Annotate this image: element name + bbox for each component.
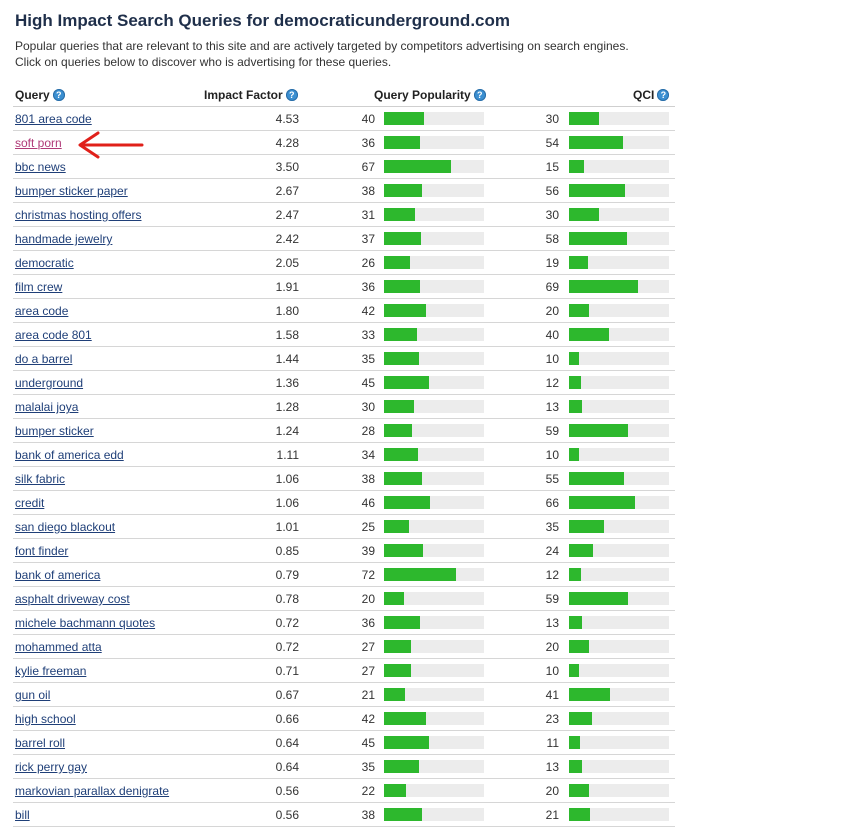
popularity-bar-fill (384, 232, 421, 245)
table-row (13, 179, 675, 203)
popularity-value: 36 (361, 616, 375, 630)
popularity-bar-fill (384, 544, 423, 557)
popularity-bar-fill (384, 136, 420, 149)
qci-bar-fill (569, 184, 625, 197)
popularity-value: 38 (361, 472, 375, 486)
popularity-value: 39 (361, 544, 375, 558)
qci-bar-fill (569, 496, 635, 509)
popularity-bar (384, 136, 484, 149)
qci-bar-fill (569, 688, 610, 701)
table-row (13, 371, 675, 395)
query-link[interactable]: film crew (15, 280, 63, 294)
qci-value: 35 (545, 520, 559, 534)
page-description (15, 38, 629, 70)
table-row (13, 779, 675, 803)
popularity-bar (384, 400, 484, 413)
query-link[interactable]: handmade jewelry (15, 232, 113, 246)
qci-bar (569, 400, 669, 413)
popularity-bar-fill (384, 328, 417, 341)
table-row (13, 107, 675, 131)
popularity-bar-fill (384, 616, 420, 629)
popularity-bar-fill (384, 520, 409, 533)
query-link[interactable]: democratic (15, 256, 74, 270)
qci-value: 19 (545, 256, 559, 270)
qci-bar (569, 664, 669, 677)
table-row (13, 203, 675, 227)
qci-bar-fill (569, 712, 592, 725)
popularity-bar-fill (384, 496, 430, 509)
popularity-value: 42 (361, 712, 375, 726)
popularity-bar (384, 712, 484, 725)
impact-factor-value: 0.64 (275, 736, 299, 750)
table-row (13, 611, 675, 635)
qci-bar-fill (569, 808, 590, 821)
popularity-value: 31 (361, 208, 375, 222)
qci-bar-fill (569, 400, 582, 413)
query-link[interactable]: mohammed atta (15, 640, 102, 654)
qci-bar (569, 232, 669, 245)
table-body (13, 107, 675, 827)
qci-bar (569, 760, 669, 773)
popularity-value: 42 (361, 304, 375, 318)
column-header-popularity-label: Query Popularity (374, 88, 471, 102)
qci-bar-fill (569, 640, 589, 653)
popularity-value: 45 (361, 376, 375, 390)
column-header-impact[interactable] (204, 88, 298, 102)
query-link[interactable]: do a barrel (15, 352, 73, 366)
popularity-bar (384, 208, 484, 221)
qci-bar (569, 520, 669, 533)
popularity-bar-fill (384, 208, 415, 221)
query-link[interactable]: high school (15, 712, 76, 726)
query-link[interactable]: area code 801 (15, 328, 92, 342)
query-link[interactable]: font finder (15, 544, 69, 558)
table-row (13, 227, 675, 251)
column-header-query[interactable] (15, 88, 65, 102)
qci-value: 41 (545, 688, 559, 702)
query-link[interactable]: bill (15, 808, 30, 822)
qci-bar (569, 592, 669, 605)
popularity-value: 40 (361, 112, 375, 126)
popularity-value: 27 (361, 640, 375, 654)
table-row (13, 467, 675, 491)
qci-value: 59 (545, 424, 559, 438)
qci-bar-fill (569, 448, 579, 461)
qci-value: 30 (545, 208, 559, 222)
qci-value: 20 (545, 784, 559, 798)
table-header (13, 83, 675, 107)
query-link[interactable]: malalai joya (15, 400, 79, 414)
qci-value: 10 (545, 664, 559, 678)
qci-bar (569, 256, 669, 269)
qci-bar (569, 136, 669, 149)
query-link[interactable]: bank of america edd (15, 448, 124, 462)
impact-factor-value: 0.71 (275, 664, 299, 678)
red-arrow-annotation (76, 130, 146, 162)
popularity-bar (384, 304, 484, 317)
impact-factor-value: 4.53 (275, 112, 299, 126)
qci-bar-fill (569, 784, 589, 797)
qci-bar-fill (569, 112, 599, 125)
impact-factor-value: 1.11 (276, 448, 299, 462)
query-link[interactable]: barrel roll (15, 736, 66, 750)
popularity-bar-fill (384, 640, 411, 653)
popularity-bar-fill (384, 256, 410, 269)
impact-factor-value: 0.56 (275, 784, 299, 798)
impact-factor-value: 0.85 (275, 544, 299, 558)
table-row (13, 515, 675, 539)
column-header-qci[interactable] (633, 88, 669, 102)
page-title: High Impact Search Queries for democraticunderground.com (15, 11, 510, 30)
popularity-value: 25 (361, 520, 375, 534)
popularity-value: 26 (361, 256, 375, 270)
queries-table (13, 83, 675, 827)
popularity-bar (384, 784, 484, 797)
qci-bar (569, 448, 669, 461)
popularity-bar-fill (384, 160, 451, 173)
popularity-value: 20 (361, 592, 375, 606)
impact-factor-value: 1.58 (275, 328, 299, 342)
popularity-bar (384, 376, 484, 389)
qci-bar (569, 328, 669, 341)
qci-bar (569, 424, 669, 437)
popularity-bar (384, 328, 484, 341)
table-row (13, 299, 675, 323)
impact-factor-value: 1.24 (275, 424, 299, 438)
query-link[interactable]: rick perry gay (15, 760, 88, 774)
qci-bar (569, 208, 669, 221)
qci-value: 56 (545, 184, 559, 198)
popularity-bar-fill (384, 424, 412, 437)
popularity-bar-fill (384, 280, 420, 293)
popularity-bar (384, 424, 484, 437)
qci-bar-fill (569, 328, 609, 341)
qci-value: 69 (545, 280, 559, 294)
popularity-bar-fill (384, 592, 404, 605)
table-row (13, 635, 675, 659)
popularity-bar (384, 352, 484, 365)
popularity-bar (384, 760, 484, 773)
popularity-value: 28 (361, 424, 375, 438)
qci-value: 13 (545, 616, 559, 630)
qci-value: 13 (545, 400, 559, 414)
table-row (13, 275, 675, 299)
column-header-impact-label: Impact Factor (204, 88, 283, 102)
popularity-bar-fill (384, 568, 456, 581)
impact-factor-value: 3.50 (275, 160, 299, 174)
popularity-bar-fill (384, 664, 411, 677)
table-row (13, 659, 675, 683)
popularity-bar (384, 472, 484, 485)
popularity-bar-fill (384, 400, 414, 413)
popularity-value: 34 (361, 448, 375, 462)
table-row (13, 707, 675, 731)
popularity-bar-fill (384, 784, 406, 797)
qci-value: 15 (545, 160, 559, 174)
impact-factor-value: 2.67 (275, 184, 299, 198)
qci-bar (569, 568, 669, 581)
query-link[interactable]: asphalt driveway cost (15, 592, 130, 606)
qci-bar-fill (569, 280, 638, 293)
popularity-bar-fill (384, 808, 422, 821)
query-link[interactable]: bumper sticker (15, 424, 94, 438)
qci-bar (569, 280, 669, 293)
popularity-value: 35 (361, 352, 375, 366)
qci-bar (569, 304, 669, 317)
popularity-bar-fill (384, 112, 424, 125)
query-link[interactable]: soft porn (15, 136, 62, 150)
query-link[interactable]: bbc news (15, 160, 66, 174)
qci-value: 54 (545, 136, 559, 150)
qci-bar-fill (569, 760, 582, 773)
popularity-value: 67 (361, 160, 375, 174)
qci-value: 11 (546, 736, 559, 750)
qci-value: 12 (545, 376, 559, 390)
popularity-value: 45 (361, 736, 375, 750)
table-row (13, 539, 675, 563)
column-header-qci-label: QCI (633, 88, 655, 102)
qci-value: 10 (545, 448, 559, 462)
popularity-bar (384, 544, 484, 557)
qci-bar-fill (569, 256, 588, 269)
table-row (13, 347, 675, 371)
qci-bar-fill (569, 424, 628, 437)
popularity-bar (384, 448, 484, 461)
query-link[interactable]: 801 area code (15, 112, 92, 126)
table-row (13, 587, 675, 611)
qci-value: 24 (545, 544, 559, 558)
impact-factor-value: 1.91 (275, 280, 299, 294)
qci-value: 40 (545, 328, 559, 342)
popularity-value: 35 (361, 760, 375, 774)
description-line-2: Click on queries below to discover who is advertising for these queries. (15, 55, 392, 69)
impact-factor-value: 0.72 (275, 640, 299, 654)
popularity-bar-fill (384, 736, 429, 749)
impact-factor-value: 1.06 (275, 496, 299, 510)
popularity-bar-fill (384, 448, 418, 461)
query-link[interactable]: underground (15, 376, 84, 390)
popularity-bar-fill (384, 352, 419, 365)
qci-bar (569, 736, 669, 749)
popularity-value: 38 (361, 808, 375, 822)
qci-bar (569, 376, 669, 389)
query-link[interactable]: markovian parallax denigrate (15, 784, 170, 798)
popularity-bar (384, 688, 484, 701)
qci-bar-fill (569, 232, 627, 245)
table-row (13, 803, 675, 827)
qci-bar (569, 352, 669, 365)
popularity-bar-fill (384, 760, 419, 773)
popularity-bar (384, 592, 484, 605)
qci-value: 10 (545, 352, 559, 366)
popularity-bar (384, 112, 484, 125)
qci-bar (569, 112, 669, 125)
popularity-value: 27 (361, 664, 375, 678)
qci-value: 13 (545, 760, 559, 774)
column-header-query-label: Query (15, 88, 50, 102)
popularity-bar-fill (384, 376, 429, 389)
impact-factor-value: 2.42 (275, 232, 299, 246)
qci-bar (569, 472, 669, 485)
popularity-bar (384, 664, 484, 677)
popularity-bar (384, 160, 484, 173)
popularity-bar (384, 280, 484, 293)
impact-factor-value: 1.80 (275, 304, 299, 318)
qci-bar (569, 496, 669, 509)
popularity-bar (384, 184, 484, 197)
impact-factor-value: 0.79 (275, 568, 299, 582)
qci-bar-fill (569, 616, 582, 629)
table-row (13, 491, 675, 515)
help-icon[interactable]: ? (474, 89, 486, 101)
popularity-bar (384, 520, 484, 533)
query-link[interactable]: gun oil (15, 688, 51, 702)
qci-bar-fill (569, 736, 580, 749)
impact-factor-value: 1.01 (275, 520, 299, 534)
table-row (13, 419, 675, 443)
impact-factor-value: 0.66 (275, 712, 299, 726)
query-link[interactable]: credit (15, 496, 45, 510)
qci-bar (569, 640, 669, 653)
qci-bar (569, 160, 669, 173)
popularity-bar (384, 232, 484, 245)
qci-value: 23 (545, 712, 559, 726)
qci-bar (569, 688, 669, 701)
popularity-value: 37 (361, 232, 375, 246)
impact-factor-value: 1.28 (275, 400, 299, 414)
popularity-bar (384, 736, 484, 749)
qci-bar-fill (569, 160, 584, 173)
popularity-bar-fill (384, 688, 405, 701)
qci-value: 20 (545, 304, 559, 318)
impact-factor-value: 0.56 (275, 808, 299, 822)
popularity-bar-fill (384, 472, 422, 485)
table-row (13, 323, 675, 347)
table-row (13, 563, 675, 587)
qci-value: 58 (545, 232, 559, 246)
qci-value: 66 (545, 496, 559, 510)
popularity-value: 72 (361, 568, 375, 582)
qci-bar-fill (569, 352, 579, 365)
popularity-value: 46 (361, 496, 375, 510)
qci-bar-fill (569, 208, 599, 221)
impact-factor-value: 0.67 (275, 688, 299, 702)
impact-factor-value: 0.78 (275, 592, 299, 606)
table-row (13, 755, 675, 779)
query-link[interactable]: bank of america (15, 568, 101, 582)
qci-bar-fill (569, 520, 604, 533)
qci-bar (569, 808, 669, 821)
query-link[interactable]: kylie freeman (15, 664, 87, 678)
popularity-bar (384, 640, 484, 653)
query-link[interactable]: silk fabric (15, 472, 66, 486)
qci-bar-fill (569, 304, 589, 317)
query-link[interactable]: san diego blackout (15, 520, 116, 534)
popularity-bar-fill (384, 184, 422, 197)
popularity-value: 21 (361, 688, 375, 702)
table-row (13, 395, 675, 419)
qci-value: 55 (545, 472, 559, 486)
qci-bar (569, 616, 669, 629)
impact-factor-value: 1.36 (275, 376, 299, 390)
qci-value: 21 (545, 808, 559, 822)
popularity-value: 38 (361, 184, 375, 198)
popularity-bar-fill (384, 304, 426, 317)
description-line-1: Popular queries that are relevant to this site and are actively targeted by competitors advertising on search engines. (15, 39, 629, 53)
query-link[interactable]: bumper sticker paper (15, 184, 128, 198)
qci-bar (569, 784, 669, 797)
help-icon[interactable]: ? (657, 89, 669, 101)
qci-bar-fill (569, 376, 581, 389)
impact-factor-value: 0.64 (275, 760, 299, 774)
popularity-bar (384, 256, 484, 269)
popularity-bar (384, 616, 484, 629)
qci-bar-fill (569, 136, 623, 149)
popularity-bar (384, 496, 484, 509)
qci-value: 30 (545, 112, 559, 126)
impact-factor-value: 1.06 (275, 472, 299, 486)
impact-factor-value: 2.47 (275, 208, 299, 222)
query-link[interactable]: christmas hosting offers (15, 208, 142, 222)
popularity-bar (384, 808, 484, 821)
table-row (13, 731, 675, 755)
popularity-value: 36 (361, 280, 375, 294)
impact-factor-value: 4.28 (275, 136, 299, 150)
qci-bar-fill (569, 568, 581, 581)
table-row (13, 443, 675, 467)
qci-value: 59 (545, 592, 559, 606)
qci-bar-fill (569, 592, 628, 605)
popularity-value: 22 (361, 784, 375, 798)
qci-bar-fill (569, 664, 579, 677)
help-icon[interactable]: ? (286, 89, 298, 101)
table-row (13, 683, 675, 707)
qci-value: 20 (545, 640, 559, 654)
query-link[interactable]: michele bachmann quotes (15, 616, 156, 630)
impact-factor-value: 2.05 (275, 256, 299, 270)
qci-bar-fill (569, 544, 593, 557)
query-link[interactable]: area code (15, 304, 69, 318)
popularity-value: 30 (361, 400, 375, 414)
qci-bar (569, 544, 669, 557)
qci-bar (569, 712, 669, 725)
popularity-value: 36 (361, 136, 375, 150)
table-row (13, 251, 675, 275)
qci-bar (569, 184, 669, 197)
popularity-bar (384, 568, 484, 581)
help-icon[interactable]: ? (53, 89, 65, 101)
qci-value: 12 (545, 568, 559, 582)
impact-factor-value: 0.72 (275, 616, 299, 630)
qci-bar-fill (569, 472, 624, 485)
impact-factor-value: 1.44 (275, 352, 299, 366)
popularity-bar-fill (384, 712, 426, 725)
column-header-popularity[interactable] (374, 88, 486, 102)
popularity-value: 33 (361, 328, 375, 342)
